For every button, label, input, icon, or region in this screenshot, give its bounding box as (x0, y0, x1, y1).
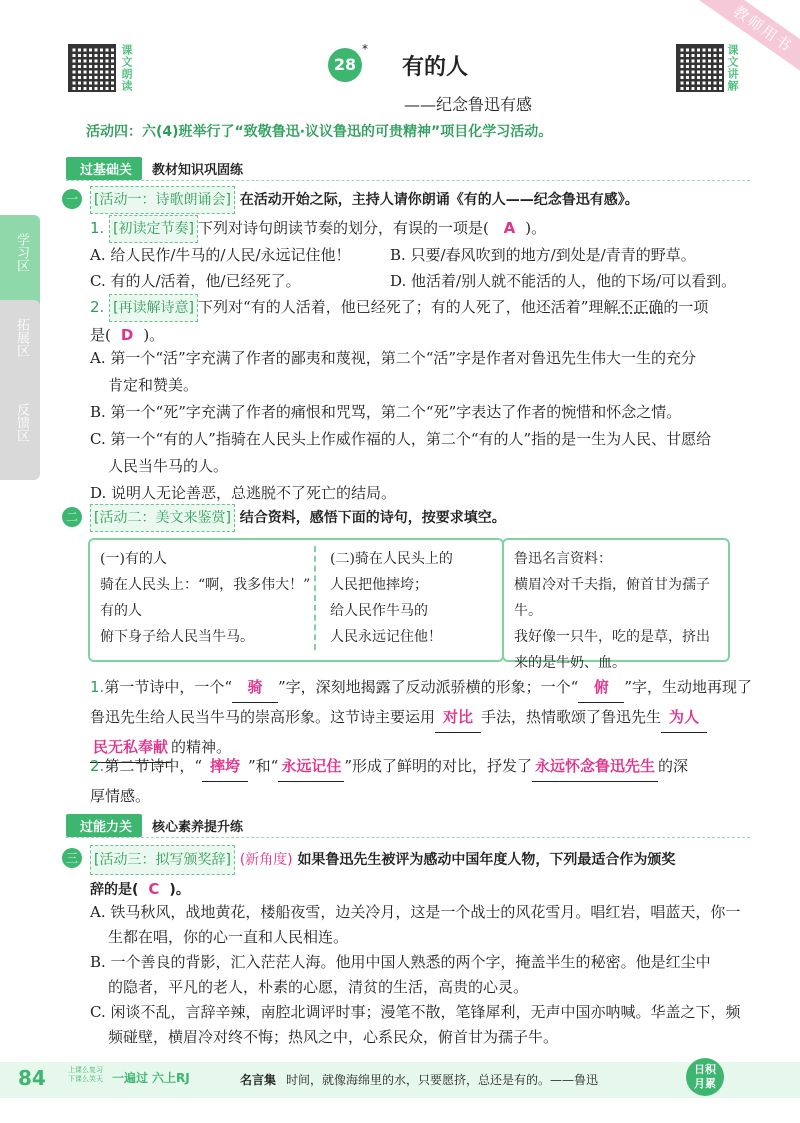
page-number: 84 (18, 1066, 46, 1090)
section-ability-sub: 核心素养提升练 (152, 819, 244, 835)
section-divider-2 (66, 837, 750, 838)
qr-right-label: 课文讲解 (726, 44, 739, 92)
emphasis-dots: 不正确 (618, 298, 664, 316)
page-title: 有的人 (402, 55, 469, 80)
part-two-heading: [活动二：美文来鉴赏] 结合资料，感悟下面的诗句，按要求填空。 (90, 504, 760, 532)
option-d: D. 他活着/别人就不能活的人，他的下场/可以看到。 (390, 272, 737, 290)
qr-code-right[interactable] (676, 44, 724, 92)
option-c: C. 有的人/活着，他/已经死了。 (90, 272, 301, 290)
section-ability-label: 过能力关 (66, 814, 142, 837)
options-3: A. 铁马秋风，战地黄花，楼船夜雪，边关冷月，这是一个战士的风花雪月。唱红岩，唱蓝天，你一 生都在唱，你的心一直和人民相连。 B. 一个善良的背影，汇入茫茫人海。他用中国人熟悉的两个字，掩盖半生的秘密。他是红尘中 的隐者，平凡的老人，朴素的心愿，清贫的生活，高贵的心灵。 C. 闲谈不乱，言辞辛辣，南腔北调评时事；漫笔不散，笔锋犀利，无声中国亦呐喊。华盖之下，频 频碰壁，横眉冷对终不悔；热风之中，心系民众，俯首甘为孺子牛。 (90, 903, 741, 1046)
question-1-1: 1. [初读定节奏] 下列对诗句朗读节奏的划分，有误的一项是( A )。 (90, 215, 760, 243)
sidebar-tab-study[interactable]: 学习区 (0, 215, 40, 310)
part-one-text: 在活动开始之际，主持人请你朗诵《有的人——纪念鲁迅有感》。 (239, 192, 639, 208)
activity-four: 活动四：六(4)班举行了“致敬鲁迅·议议鲁迅的可贵精神”项目化学习活动。 (86, 124, 553, 140)
part-one-number: 一 (62, 189, 82, 209)
quote-box: 鲁迅名言资料： 横眉冷对千夫指，俯首甘为孺子牛。 我好像一只牛，吃的是草，挤出 来的是牛奶、血。 (502, 538, 730, 662)
question-2-1: 1.第一节诗中，一个“ 骑 ”字，深刻地揭露了反动派骄横的形象；一个“ 俯 ”字，生动地再现了 鲁迅先生给人民当牛马的崇高形象。这节诗主要运用 对比 手法，热情歌颂了鲁迅先生 为人 民无私奉献 的精神。 (90, 673, 760, 763)
options-1-1 (90, 242, 760, 294)
answer-1-2: D (120, 326, 134, 344)
lesson-star: * (362, 42, 368, 56)
lesson-number-badge (328, 48, 362, 82)
sidebar-tab-feedback[interactable]: 反馈区 (0, 385, 40, 480)
corner-badge-text: 教师用书 (729, 2, 797, 56)
answer-1-1: A (503, 219, 516, 237)
question-1-2: 2. [再读解诗意] 下列对“有的人活着，他已经死了；有的人死了，他还活着”理解不正确的一项 是( D )。 (90, 294, 760, 348)
section-divider (66, 180, 750, 181)
answer-3: C (148, 880, 160, 898)
section-basic-label: 过基础关 (66, 157, 142, 180)
options-1-2: A. 第一个“活”字充满了作者的鄙夷和蔑视，第二个“活”字是作者对鲁迅先生伟大一生的充分 肯定和赞美。 B. 第一个“死”字充满了作者的痛恨和咒骂，第二个“死”字表达了作者的惋惜和怀念之情。 C. 第一个“有的人”指骑在人民头上作威作福的人，第二个“有的人”指的是一生为人民、甘愿给 人民当牛马的人。 D. 说明人无论善恶，总逃脱不了死亡的结局。 (90, 349, 712, 502)
footer-quote: 名言集 时间，就像海绵里的水，只要愿挤，总还是有的。——鲁迅 (240, 1073, 599, 1087)
part-one-heading (90, 186, 760, 214)
page-subtitle: ——纪念鲁迅有感 (404, 95, 533, 114)
option-a: A. 给人民作/牛马的/人民/永远记住他！ (90, 246, 351, 264)
part-one-tag: [活动一：诗歌朗诵会] (90, 186, 235, 214)
section-basic-bar (66, 157, 243, 179)
brand-small: 上课么复习 下课么笑天 (68, 1066, 103, 1083)
qr-code-left[interactable] (68, 44, 116, 92)
brand: 一遍过 六上RJ (112, 1071, 190, 1085)
question-2-2: 2.第二节诗中，“ 摔垮 ”和“ 永远记住 ”形成了鲜明的对比，抒发了 永远怀念鲁迅先生 的深 厚情感。 (90, 752, 760, 811)
part-three-heading: [活动三：拟写颁奖辞] (新角度) 如果鲁迅先生被评为感动中国年度人物，下列最适合作为颁奖 辞的是( C )。 (90, 845, 760, 904)
qr-left-label: 课文朗读 (120, 44, 133, 92)
sidebar-tab-extend[interactable]: 拓展区 (0, 300, 40, 395)
option-b: B. 只要/春风吹到的地方/到处是/青青的野草。 (390, 246, 696, 264)
footer-badge: 日积 月累 (686, 1058, 724, 1096)
part-three-number: 三 (62, 848, 82, 868)
lesson-number: 28 (333, 55, 357, 74)
section-basic-sub: 教材知识巩固练 (152, 162, 244, 178)
poem-box: (一)有的人 骑在人民头上：“啊，我多伟大！” 有的人 俯下身子给人民当牛马。 (二)骑在人民头上的 人民把他摔垮； 给人民作牛马的 人民永远记住他！ (88, 538, 504, 662)
section-ability-bar (66, 814, 243, 836)
part-two-number: 二 (62, 507, 82, 527)
